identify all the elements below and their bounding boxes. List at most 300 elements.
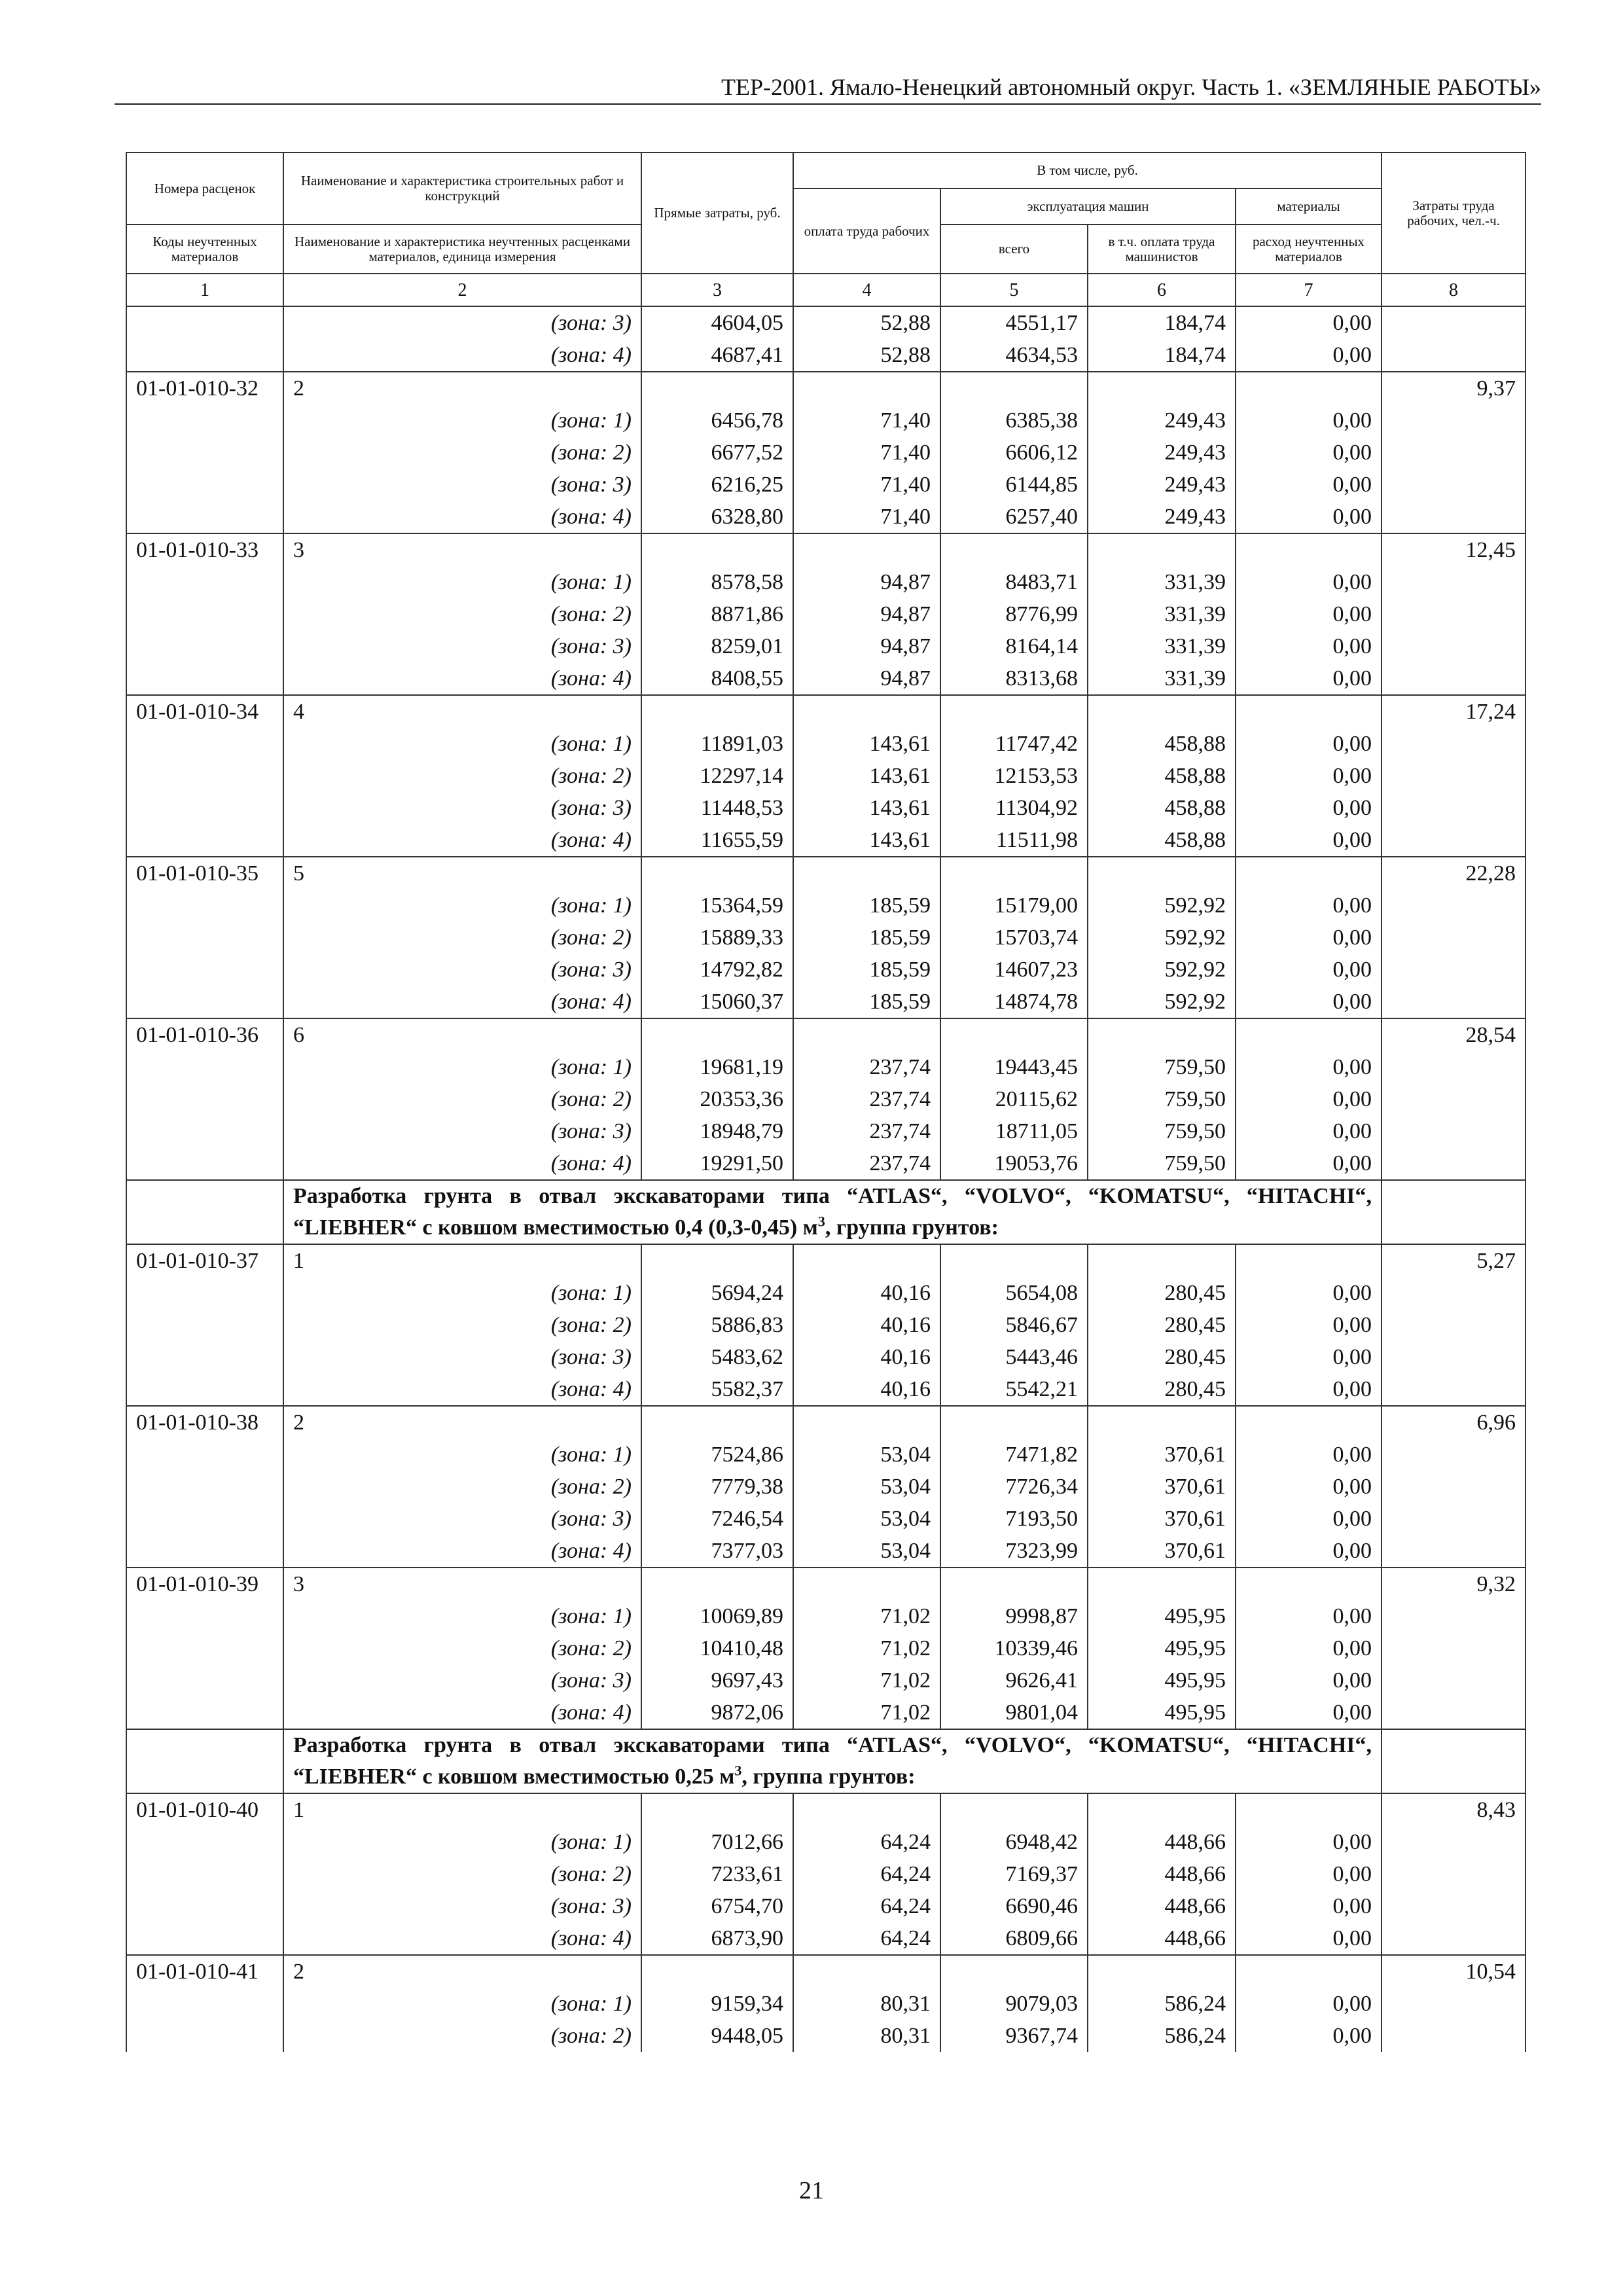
page-number: 21 — [799, 2177, 824, 2204]
direct-costs-value: 8871,86 — [641, 598, 793, 630]
zone-label: (зона: 1) — [283, 1051, 641, 1083]
zone-label: (зона: 3) — [283, 1890, 641, 1922]
zone-row — [126, 1471, 1525, 1503]
zone-label: (зона: 3) — [283, 1115, 641, 1147]
machinist-pay-value: 249,43 — [1088, 501, 1236, 533]
soil-group: 4 — [283, 695, 641, 728]
header-rule — [115, 103, 1541, 105]
labor-pay-value: 185,59 — [793, 889, 940, 922]
zone-row — [126, 824, 1525, 857]
direct-costs-value: 4687,41 — [641, 339, 793, 372]
direct-costs-value: 10410,48 — [641, 1632, 793, 1664]
empty-cell — [641, 857, 793, 889]
empty-cell — [793, 533, 940, 566]
zone-label: (зона: 1) — [283, 1826, 641, 1858]
labor-pay-value: 143,61 — [793, 728, 940, 760]
materials-value: 0,00 — [1236, 889, 1382, 922]
labor-costs-value: 9,37 — [1382, 372, 1525, 404]
direct-costs-value: 11655,59 — [641, 824, 793, 857]
machinist-pay-value: 331,39 — [1088, 662, 1236, 695]
rate-code: 01-01-010-34 — [126, 695, 283, 728]
labor-pay-value: 71,02 — [793, 1632, 940, 1664]
zone-label: (зона: 2) — [283, 1309, 641, 1341]
machinist-pay-value: 280,45 — [1088, 1309, 1236, 1341]
empty-cell — [1088, 1955, 1236, 1988]
labor-pay-value: 40,16 — [793, 1373, 940, 1406]
machines-total-value: 7471,82 — [940, 1439, 1088, 1471]
labor-costs-value — [1382, 1309, 1525, 1341]
labor-costs-value — [1382, 1600, 1525, 1632]
header-rate-numbers: Номера расценок — [126, 152, 283, 224]
empty-cell — [1088, 1244, 1236, 1277]
labor-costs-value — [1382, 469, 1525, 501]
labor-costs-value — [1382, 1858, 1525, 1890]
header-materials-name: Наименование и характеристика неучтенных расценками материалов, единица измерения — [283, 224, 641, 274]
machinist-pay-value: 331,39 — [1088, 598, 1236, 630]
column-number: 1 — [126, 274, 283, 306]
machinist-pay-value: 184,74 — [1088, 339, 1236, 372]
machinist-pay-value: 331,39 — [1088, 566, 1236, 598]
materials-value: 0,00 — [1236, 1600, 1382, 1632]
zone-row — [126, 566, 1525, 598]
labor-costs-value — [1382, 339, 1525, 372]
labor-costs-value — [1382, 954, 1525, 986]
labor-pay-value: 53,04 — [793, 1503, 940, 1535]
labor-costs-value: 28,54 — [1382, 1018, 1525, 1051]
labor-costs-value — [1382, 1373, 1525, 1406]
machinist-pay-value: 458,88 — [1088, 728, 1236, 760]
rate-code-cell — [126, 1277, 283, 1309]
machinist-pay-value: 458,88 — [1088, 792, 1236, 824]
zone-label: (зона: 4) — [283, 824, 641, 857]
materials-value: 0,00 — [1236, 1535, 1382, 1568]
rate-code-cell — [126, 1051, 283, 1083]
labor-costs-value — [1382, 889, 1525, 922]
header-unaccounted-materials: расход неучтенных материалов — [1236, 224, 1382, 274]
machinist-pay-value: 592,92 — [1088, 889, 1236, 922]
direct-costs-value: 7779,38 — [641, 1471, 793, 1503]
zone-label: (зона: 4) — [283, 1147, 641, 1180]
zone-label: (зона: 4) — [283, 662, 641, 695]
materials-value: 0,00 — [1236, 566, 1382, 598]
rate-code-cell — [126, 954, 283, 986]
machinist-pay-value: 592,92 — [1088, 954, 1236, 986]
zone-row — [126, 598, 1525, 630]
header-work-name: Наименование и характеристика строительных работ и конструкций — [283, 152, 641, 224]
zone-row — [126, 501, 1525, 533]
empty-cell — [1088, 372, 1236, 404]
labor-pay-value: 94,87 — [793, 598, 940, 630]
labor-pay-value: 71,40 — [793, 437, 940, 469]
labor-pay-value: 53,04 — [793, 1535, 940, 1568]
direct-costs-value: 18948,79 — [641, 1115, 793, 1147]
soil-group: 1 — [283, 1244, 641, 1277]
labor-pay-value: 64,24 — [793, 1890, 940, 1922]
empty-cell — [793, 857, 940, 889]
direct-costs-value: 8578,58 — [641, 566, 793, 598]
labor-pay-value: 143,61 — [793, 792, 940, 824]
materials-value: 0,00 — [1236, 792, 1382, 824]
empty-cell — [940, 1244, 1088, 1277]
machines-total-value: 4634,53 — [940, 339, 1088, 372]
zone-label: (зона: 2) — [283, 1471, 641, 1503]
rate-row — [126, 1793, 1525, 1826]
direct-costs-value: 7377,03 — [641, 1535, 793, 1568]
direct-costs-value: 4604,05 — [641, 306, 793, 339]
materials-value: 0,00 — [1236, 1277, 1382, 1309]
zone-label: (зона: 4) — [283, 986, 641, 1018]
labor-costs-value — [1382, 1922, 1525, 1955]
materials-value: 0,00 — [1236, 922, 1382, 954]
section-heading-superscript: 3 — [817, 1213, 825, 1230]
zone-row — [126, 1051, 1525, 1083]
zone-row — [126, 1600, 1525, 1632]
section-heading-superscript: 3 — [734, 1762, 742, 1779]
column-number: 8 — [1382, 274, 1525, 306]
header-machinist-pay: в т.ч. оплата труда машинистов — [1088, 224, 1236, 274]
zone-row — [126, 1309, 1525, 1341]
rate-row — [126, 533, 1525, 566]
labor-pay-value: 52,88 — [793, 306, 940, 339]
rate-code-cell — [126, 922, 283, 954]
rate-code-cell — [126, 1373, 283, 1406]
norms-table — [126, 152, 1526, 2052]
machinist-pay-value: 448,66 — [1088, 1890, 1236, 1922]
soil-group: 5 — [283, 857, 641, 889]
labor-pay-value: 185,59 — [793, 954, 940, 986]
labor-costs-value — [1382, 1341, 1525, 1373]
labor-pay-value: 71,02 — [793, 1696, 940, 1729]
machinist-pay-value: 184,74 — [1088, 306, 1236, 339]
labor-costs-value — [1382, 1115, 1525, 1147]
empty-cell — [641, 533, 793, 566]
zone-row — [126, 922, 1525, 954]
empty-cell — [1236, 1568, 1382, 1600]
empty-cell — [1236, 1793, 1382, 1826]
materials-value: 0,00 — [1236, 598, 1382, 630]
materials-value: 0,00 — [1236, 1439, 1382, 1471]
machinist-pay-value: 586,24 — [1088, 1988, 1236, 2020]
machinist-pay-value: 249,43 — [1088, 469, 1236, 501]
rate-row — [126, 695, 1525, 728]
empty-cell — [1236, 1244, 1382, 1277]
labor-costs-value — [1382, 437, 1525, 469]
zone-row — [126, 1826, 1525, 1858]
labor-costs-value — [1382, 1664, 1525, 1696]
machines-total-value: 6606,12 — [940, 437, 1088, 469]
soil-group: 2 — [283, 372, 641, 404]
zone-row — [126, 1858, 1525, 1890]
machinist-pay-value: 280,45 — [1088, 1373, 1236, 1406]
empty-cell — [940, 1568, 1088, 1600]
zone-row — [126, 1503, 1525, 1535]
materials-value: 0,00 — [1236, 2020, 1382, 2052]
machinist-pay-value: 592,92 — [1088, 986, 1236, 1018]
zone-row — [126, 728, 1525, 760]
rate-code-cell — [126, 339, 283, 372]
materials-value: 0,00 — [1236, 1826, 1382, 1858]
rate-code-cell — [126, 630, 283, 662]
rate-row — [126, 1568, 1525, 1600]
labor-costs-value: 9,32 — [1382, 1568, 1525, 1600]
machines-total-value: 10339,46 — [940, 1632, 1088, 1664]
direct-costs-value: 8408,55 — [641, 662, 793, 695]
machines-total-value: 15703,74 — [940, 922, 1088, 954]
rate-code-cell — [126, 1600, 283, 1632]
machinist-pay-value: 495,95 — [1088, 1664, 1236, 1696]
materials-value: 0,00 — [1236, 630, 1382, 662]
table-body — [126, 306, 1525, 2052]
labor-costs-value: 5,27 — [1382, 1244, 1525, 1277]
rate-code-cell — [126, 306, 283, 339]
rate-code-cell — [126, 1083, 283, 1115]
zone-row — [126, 2020, 1525, 2052]
empty-cell — [641, 1018, 793, 1051]
labor-costs-value — [1382, 306, 1525, 339]
materials-value: 0,00 — [1236, 437, 1382, 469]
labor-pay-value: 237,74 — [793, 1051, 940, 1083]
rate-code-cell — [126, 662, 283, 695]
zone-row — [126, 437, 1525, 469]
zone-label: (зона: 3) — [283, 792, 641, 824]
empty-cell — [1088, 1568, 1236, 1600]
machines-total-value: 6948,42 — [940, 1826, 1088, 1858]
materials-value: 0,00 — [1236, 986, 1382, 1018]
empty-cell — [793, 1793, 940, 1826]
zone-label: (зона: 3) — [283, 630, 641, 662]
machines-total-value: 11747,42 — [940, 728, 1088, 760]
rate-code-cell — [126, 1471, 283, 1503]
rate-code: 01-01-010-39 — [126, 1568, 283, 1600]
zone-row — [126, 1696, 1525, 1729]
labor-pay-value: 71,02 — [793, 1664, 940, 1696]
rate-code-cell — [126, 1115, 283, 1147]
direct-costs-value: 6456,78 — [641, 404, 793, 437]
machines-total-value: 5846,67 — [940, 1309, 1088, 1341]
zone-label: (зона: 4) — [283, 339, 641, 372]
machinist-pay-value: 448,66 — [1088, 1826, 1236, 1858]
zone-label: (зона: 1) — [283, 404, 641, 437]
empty-cell — [1088, 857, 1236, 889]
soil-group: 3 — [283, 1568, 641, 1600]
labor-costs-value — [1382, 922, 1525, 954]
running-header: ТЕР-2001. Ямало-Ненецкий автономный округ. Часть 1. «ЗЕМЛЯНЫЕ РАБОТЫ» — [721, 74, 1541, 100]
zone-row — [126, 792, 1525, 824]
empty-cell — [940, 1955, 1088, 1988]
rate-code: 01-01-010-41 — [126, 1955, 283, 1988]
machines-total-value: 11511,98 — [940, 824, 1088, 857]
rate-code-cell — [126, 1696, 283, 1729]
machines-total-value: 9079,03 — [940, 1988, 1088, 2020]
machinist-pay-value: 448,66 — [1088, 1922, 1236, 1955]
zone-label: (зона: 3) — [283, 954, 641, 986]
labor-costs-value — [1382, 1051, 1525, 1083]
machines-total-value: 7323,99 — [940, 1535, 1088, 1568]
materials-value: 0,00 — [1236, 1309, 1382, 1341]
materials-value: 0,00 — [1236, 1471, 1382, 1503]
empty-cell — [641, 695, 793, 728]
zone-label: (зона: 4) — [283, 501, 641, 533]
table-header — [126, 152, 1525, 306]
zone-label: (зона: 4) — [283, 1922, 641, 1955]
column-number: 3 — [641, 274, 793, 306]
zone-label: (зона: 2) — [283, 437, 641, 469]
zone-row — [126, 986, 1525, 1018]
labor-pay-value: 71,40 — [793, 469, 940, 501]
machines-total-value: 9626,41 — [940, 1664, 1088, 1696]
labor-costs-value — [1382, 1535, 1525, 1568]
direct-costs-value: 9448,05 — [641, 2020, 793, 2052]
zone-row — [126, 1890, 1525, 1922]
zone-row — [126, 662, 1525, 695]
machines-total-value: 6385,38 — [940, 404, 1088, 437]
header-including: В том числе, руб. — [793, 152, 1382, 188]
machinist-pay-value: 759,50 — [1088, 1051, 1236, 1083]
zone-label: (зона: 1) — [283, 889, 641, 922]
direct-costs-value: 6754,70 — [641, 1890, 793, 1922]
zone-label: (зона: 2) — [283, 598, 641, 630]
rate-code-cell — [126, 1535, 283, 1568]
rate-code-cell — [126, 792, 283, 824]
labor-costs-value: 6,96 — [1382, 1406, 1525, 1439]
zone-row — [126, 954, 1525, 986]
direct-costs-value: 8259,01 — [641, 630, 793, 662]
rate-code-cell — [126, 404, 283, 437]
machinist-pay-value: 495,95 — [1088, 1600, 1236, 1632]
zone-label: (зона: 4) — [283, 1696, 641, 1729]
labor-pay-value: 80,31 — [793, 2020, 940, 2052]
zone-row — [126, 1277, 1525, 1309]
materials-value: 0,00 — [1236, 1083, 1382, 1115]
rate-code: 01-01-010-35 — [126, 857, 283, 889]
direct-costs-value: 7012,66 — [641, 1826, 793, 1858]
materials-value: 0,00 — [1236, 1664, 1382, 1696]
labor-costs-value — [1382, 1471, 1525, 1503]
machines-total-value: 19053,76 — [940, 1147, 1088, 1180]
zone-row — [126, 1373, 1525, 1406]
machines-total-value: 19443,45 — [940, 1051, 1088, 1083]
direct-costs-value: 14792,82 — [641, 954, 793, 986]
empty-cell — [940, 1793, 1088, 1826]
machines-total-value: 20115,62 — [940, 1083, 1088, 1115]
labor-costs-value — [1382, 1147, 1525, 1180]
empty-cell — [126, 1729, 283, 1793]
rate-row — [126, 1955, 1525, 1988]
machines-total-value: 8313,68 — [940, 662, 1088, 695]
zone-row — [126, 1439, 1525, 1471]
direct-costs-value: 7233,61 — [641, 1858, 793, 1890]
rate-row — [126, 1406, 1525, 1439]
empty-cell — [1236, 372, 1382, 404]
machinist-pay-value: 458,88 — [1088, 824, 1236, 857]
empty-cell — [940, 1406, 1088, 1439]
direct-costs-value: 20353,36 — [641, 1083, 793, 1115]
labor-costs-value — [1382, 986, 1525, 1018]
soil-group: 2 — [283, 1955, 641, 1988]
rate-code-cell — [126, 1309, 283, 1341]
empty-cell — [940, 372, 1088, 404]
machinist-pay-value: 592,92 — [1088, 922, 1236, 954]
labor-pay-value: 40,16 — [793, 1309, 940, 1341]
header-materials: материалы — [1236, 188, 1382, 224]
labor-costs-value — [1382, 630, 1525, 662]
machines-total-value: 15179,00 — [940, 889, 1088, 922]
soil-group: 3 — [283, 533, 641, 566]
zone-row — [126, 1922, 1525, 1955]
zone-label: (зона: 4) — [283, 1535, 641, 1568]
labor-costs-value — [1382, 598, 1525, 630]
materials-value: 0,00 — [1236, 469, 1382, 501]
zone-row — [126, 1535, 1525, 1568]
direct-costs-value: 5582,37 — [641, 1373, 793, 1406]
labor-costs-value: 17,24 — [1382, 695, 1525, 728]
labor-pay-value: 52,88 — [793, 339, 940, 372]
labor-costs-value — [1382, 1439, 1525, 1471]
labor-pay-value: 40,16 — [793, 1341, 940, 1373]
zone-row — [126, 306, 1525, 339]
zone-row — [126, 1664, 1525, 1696]
materials-value: 0,00 — [1236, 1051, 1382, 1083]
rate-code-cell — [126, 1858, 283, 1890]
direct-costs-value: 15364,59 — [641, 889, 793, 922]
empty-cell — [641, 1793, 793, 1826]
rate-code-cell — [126, 1503, 283, 1535]
empty-cell — [940, 533, 1088, 566]
direct-costs-value: 6677,52 — [641, 437, 793, 469]
labor-pay-value: 185,59 — [793, 986, 940, 1018]
column-number: 4 — [793, 274, 940, 306]
machines-total-value: 8776,99 — [940, 598, 1088, 630]
machines-total-value: 12153,53 — [940, 760, 1088, 792]
labor-costs-value — [1382, 1277, 1525, 1309]
column-number: 2 — [283, 274, 641, 306]
section-heading-text: Разработка грунта в отвал экскаваторами типа “ATLAS“, “VOLVO“, “KOMATSU“, “HITACHI“, “LIEBHER“ с ковшом вместимостью 0,25 м — [293, 1733, 1372, 1789]
labor-costs-value — [1382, 501, 1525, 533]
labor-costs-value — [1382, 1988, 1525, 2020]
machines-total-value: 18711,05 — [940, 1115, 1088, 1147]
zone-label: (зона: 2) — [283, 1858, 641, 1890]
empty-cell — [1088, 1406, 1236, 1439]
empty-cell — [641, 1406, 793, 1439]
rate-code-cell — [126, 986, 283, 1018]
machinist-pay-value: 280,45 — [1088, 1277, 1236, 1309]
labor-pay-value: 53,04 — [793, 1471, 940, 1503]
direct-costs-value: 7524,86 — [641, 1439, 793, 1471]
empty-cell — [793, 1244, 940, 1277]
labor-pay-value: 40,16 — [793, 1277, 940, 1309]
empty-cell — [1236, 695, 1382, 728]
empty-cell — [1236, 1955, 1382, 1988]
direct-costs-value: 15889,33 — [641, 922, 793, 954]
machinist-pay-value: 249,43 — [1088, 404, 1236, 437]
soil-group: 1 — [283, 1793, 641, 1826]
materials-value: 0,00 — [1236, 954, 1382, 986]
rate-row — [126, 372, 1525, 404]
direct-costs-value: 6328,80 — [641, 501, 793, 533]
zone-label: (зона: 2) — [283, 1083, 641, 1115]
machinist-pay-value: 331,39 — [1088, 630, 1236, 662]
zone-label: (зона: 1) — [283, 728, 641, 760]
rate-code-cell — [126, 501, 283, 533]
rate-code-cell — [126, 437, 283, 469]
machines-total-value: 7169,37 — [940, 1858, 1088, 1890]
labor-pay-value: 53,04 — [793, 1439, 940, 1471]
materials-value: 0,00 — [1236, 1696, 1382, 1729]
machines-total-value: 11304,92 — [940, 792, 1088, 824]
header-machines: эксплуатация машин — [940, 188, 1236, 224]
zone-label: (зона: 1) — [283, 1600, 641, 1632]
machinist-pay-value: 370,61 — [1088, 1439, 1236, 1471]
